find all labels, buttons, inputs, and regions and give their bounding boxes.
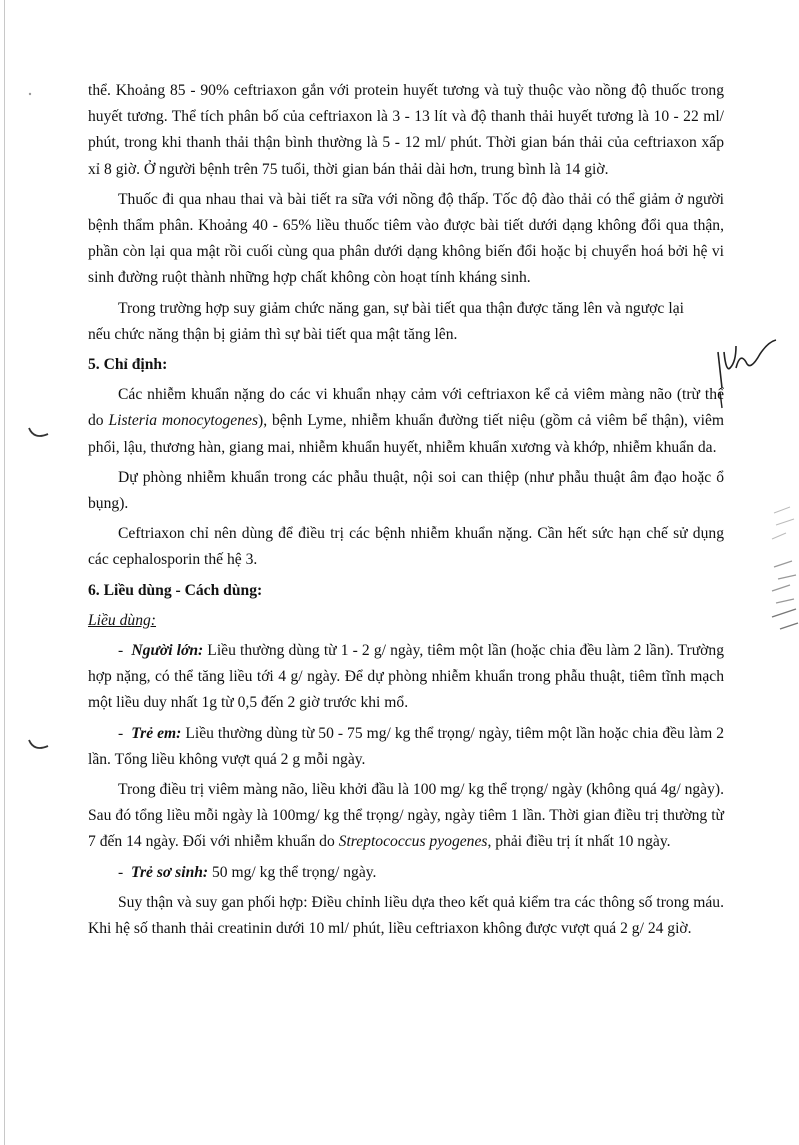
- text-run: Trong điều trị viêm màng não, liều khởi đầu là 100 mg/ kg thể trọng/ ngày (không quá 4g/ ngày). Sau đó tổng liều mỗi ngày là 100mg/ kg thể trọng/ ngày, ngày tiêm 1 lần. Thời gian điều trị thường từ 7 đến 14 ngày. Đối với nhiễm khuẩn do: [88, 781, 724, 851]
- dosage-renal-hepatic: Suy thận và suy gan phối hợp: Điều chỉnh liều dựa theo kết quả kiểm tra các thông số trong máu. Khi hệ số thanh thải creatinin dưới 10 ml/ phút, liều ceftriaxon không được vượt quá 2 g/ 24 giờ.: [88, 893, 724, 938]
- section-5-paragraph-1: [88, 382, 724, 461]
- italic-species-name: Listeria monocytogenes: [108, 412, 259, 430]
- paragraph-pharmacokinetics-2: Thuốc đi qua nhau thai và bài tiết ra sữa với nồng độ thấp. Tốc độ đào thải có thể giảm ở người bệnh thẩm phân. Khoảng 40 - 65% liều thuốc tiêm vào được bài tiết dưới dạng không đổi qua thận, phần còn lại qua mật rồi cuối cùng qua phân dưới dạng không biến đổi hoặc bị chuyển hoá bởi hệ vi sinh đường ruột thành những hợp chất không còn hoạt tính kháng sinh.: [88, 190, 724, 287]
- dosage-adult-text: Liều thường dùng từ 1 - 2 g/ ngày, tiêm một lần (hoặc chia đều làm 2 lần). Trường hợp nặng, có thể tăng liều tới 4 g/ ngày. Để dự phòng nhiễm khuẩn trong phẫu thuật, tiêm tĩnh mạch một liều duy nhất 1g từ 0,5 đến 2 giờ trước khi mổ.: [88, 642, 724, 712]
- section-5-paragraph-3: Ceftriaxon chỉ nên dùng để điều trị các bệnh nhiễm khuẩn nặng. Cần hết sức hạn chế sử dụng các cephalosporin thế hệ 3.: [88, 525, 724, 569]
- scan-edge-line: [4, 0, 5, 1145]
- dosage-meningitis: [88, 777, 724, 856]
- binder-mark-bottom: [26, 736, 52, 756]
- scan-speck: [20, 80, 40, 110]
- section-5-paragraph-2: Dự phòng nhiễm khuẩn trong các phẫu thuật, nội soi can thiệp (như phẫu thuật âm đạo hoặc ổ bụng).: [88, 468, 724, 513]
- document-body: [88, 78, 724, 946]
- dosage-child: [88, 721, 724, 773]
- dash-bullet: -: [118, 642, 124, 660]
- scan-artifact-right: [768, 505, 799, 645]
- dosage-subheading: Liều dùng:: [88, 611, 157, 629]
- section-5-heading: 5. Chỉ định:: [88, 356, 168, 374]
- dosage-child-text: Liều thường dùng từ 50 - 75 mg/ kg thể trọng/ ngày, tiêm một lần hoặc chia đều làm 2 lần. Tổng liều không vượt quá 2 g mỗi ngày.: [88, 724, 725, 768]
- section-6-heading: 6. Liều dùng - Cách dùng:: [88, 581, 263, 599]
- text-run: , phải điều trị ít nhất 10 ngày.: [487, 833, 671, 851]
- dosage-child-label: Trẻ em:: [131, 724, 182, 742]
- text-run: ), bệnh Lyme, nhiễm khuẩn đường tiết niệu (gồm cả viêm bể thận), viêm phổi, lậu, thương hàn, giang mai, nhiễm khuẩn huyết, nhiễm khuẩn xương và khớp, nhiễm khuẩn da.: [88, 412, 724, 456]
- text-run: Các nhiễm khuẩn nặng do các vi khuẩn nhạy cảm với ceftriaxon kể cả viêm màng não (trừ thể do: [88, 386, 724, 430]
- dosage-newborn: [88, 860, 724, 886]
- dosage-adult: [88, 638, 724, 717]
- italic-species-name: Streptococcus pyogenes: [338, 833, 488, 851]
- dosage-adult-label: Người lớn:: [131, 642, 204, 660]
- dosage-newborn-label: Trẻ sơ sinh:: [131, 863, 209, 881]
- dosage-newborn-text: 50 mg/ kg thể trọng/ ngày.: [208, 863, 377, 881]
- dash-bullet: -: [118, 863, 124, 881]
- paragraph-pharmacokinetics-3: Trong trường hợp suy giảm chức năng gan, sự bài tiết qua thận được tăng lên và ngược lại nếu chức năng thận bị giảm thì sự bài tiết qua mật tăng lên.: [88, 299, 684, 343]
- binder-mark-top: [26, 424, 52, 444]
- dash-bullet: -: [118, 724, 124, 742]
- paragraph-pharmacokinetics-1: thể. Khoảng 85 - 90% ceftriaxon gắn với protein huyết tương và tuỳ thuộc vào nồng độ thuốc trong huyết tương. Thể tích phân bố của ceftriaxon là 3 - 13 lít và độ thanh thải huyết tương là 10 - 22 ml/ phút, trong khi thanh thải thận bình thường là 5 - 12 ml/ phút. Thời gian bán thải của ceftriaxon xấp xỉ 8 giờ. Ở người bệnh trên 75 tuổi, thời gian bán thải dài hơn, trung bình là 14 giờ.: [88, 82, 724, 178]
